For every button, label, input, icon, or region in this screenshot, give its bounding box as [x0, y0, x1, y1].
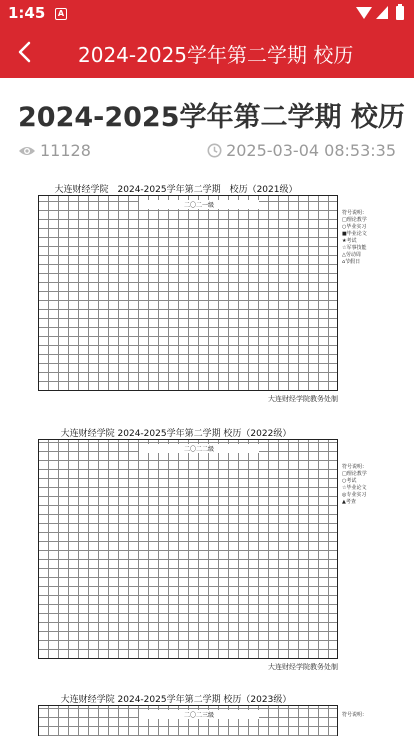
calendar-title: 大连财经学院 2024-2025学年第二学期 校历（2022级）: [60, 429, 292, 439]
app-bar-title: 2024-2025学年第二学期 校历: [78, 43, 354, 67]
grade-header: 二〇二二级: [139, 444, 259, 453]
calendar-title: 大连财经学院 2024-2025学年第二学期 校历（2023级）: [60, 695, 292, 705]
calendar-image-2022: [36, 424, 368, 674]
notification-icon: A: [55, 8, 67, 20]
calendar-table: [38, 439, 338, 659]
calendar-table: [38, 705, 338, 736]
calendar-legend: 符号说明： □理论教学 ○考试 ☆毕业论文 ◎专业实习 ▲考查: [342, 464, 368, 505]
article-meta: [18, 141, 396, 163]
view-count: [18, 141, 91, 160]
calendar-footer: 大连财经学院教务处制: [268, 663, 338, 671]
calendar-table: [38, 195, 338, 391]
calendar-image-2021: [36, 180, 368, 410]
back-button[interactable]: [8, 34, 44, 70]
publish-date: [207, 141, 396, 160]
grade-header: 二〇二三级: [139, 710, 259, 719]
clock-icon: [207, 143, 222, 158]
publish-date-value: 2025-03-04 08:53:35: [226, 141, 396, 160]
wifi-icon: [356, 7, 372, 19]
app-bar: [0, 26, 414, 78]
chevron-left-icon: [8, 34, 44, 70]
view-count-value: 11128: [40, 141, 91, 160]
calendar-footer: 大连财经学院教务处制: [268, 395, 338, 403]
battery-icon: [396, 6, 404, 20]
eye-icon: [18, 144, 36, 158]
calendar-image-2023: [36, 690, 368, 736]
signal-icon: [376, 6, 388, 19]
grade-header: 二〇二一级: [139, 200, 259, 209]
calendar-title: 大连财经学院 2024-2025学年第二学期 校历（2021级）: [54, 185, 298, 195]
status-bar: [0, 0, 414, 26]
calendar-legend: 符号说明：: [342, 712, 368, 718]
article-title: 2024-2025学年第二学期 校历: [18, 102, 405, 133]
status-time: 1:45: [8, 4, 46, 22]
calendar-legend: 符号说明： □理论教学 ○毕业实习 ■毕业论文 ★考试 ☆军事技能 △劳动周 ⌂节假日: [342, 210, 368, 265]
